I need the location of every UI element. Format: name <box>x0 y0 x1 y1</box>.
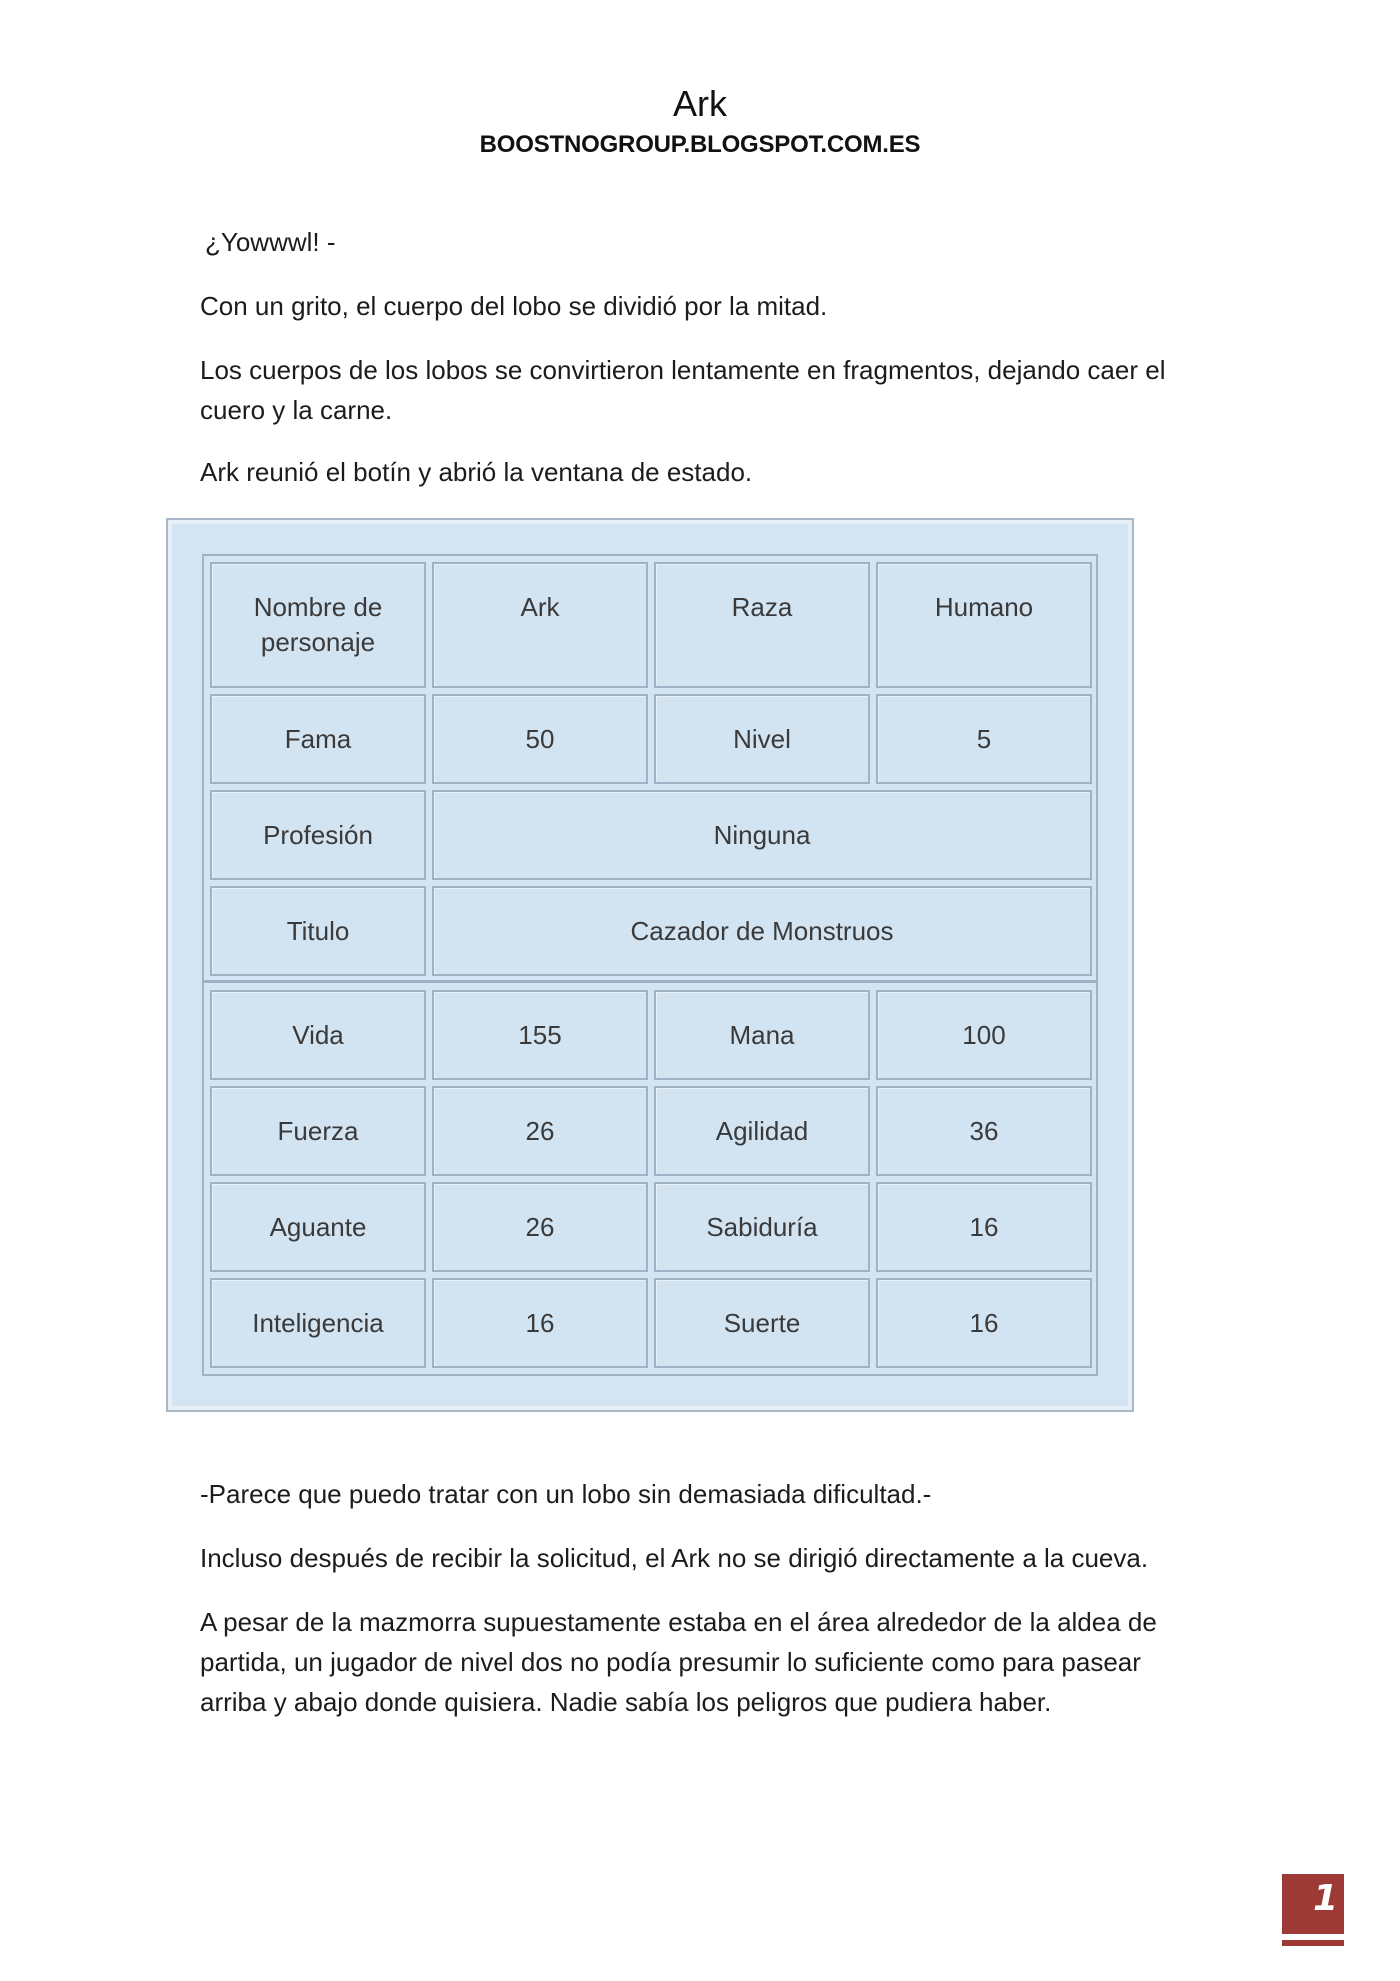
paragraph: Los cuerpos de los lobos se convirtieron lentamente en fragmentos, dejando caer el cuero y la carne. <box>200 355 1166 425</box>
paragraph: Con un grito, el cuerpo del lobo se dividió por la mitad. <box>200 291 828 321</box>
paragraph: -Parece que puedo tratar con un lobo sin demasiada dificultad.- <box>200 1479 932 1509</box>
value-character-name: Ark <box>432 562 648 688</box>
label-race: Raza <box>654 562 870 688</box>
label-luck: Suerte <box>654 1278 870 1368</box>
label-mana: Mana <box>654 990 870 1080</box>
paragraph: ¿Yowwwl! - <box>205 227 336 257</box>
value-level: 5 <box>876 694 1092 784</box>
label-health: Vida <box>210 990 426 1080</box>
value-wisdom: 16 <box>876 1182 1092 1272</box>
value-luck: 16 <box>876 1278 1092 1368</box>
label-level: Nivel <box>654 694 870 784</box>
section-divider <box>204 980 1096 983</box>
paragraph: Incluso después de recibir la solicitud, el Ark no se dirigió directamente a la cueva. <box>200 1543 1149 1573</box>
label-character-name: Nombre de personaje <box>210 562 426 688</box>
value-race: Humano <box>876 562 1092 688</box>
value-health: 155 <box>432 990 648 1080</box>
value-endurance: 26 <box>432 1182 648 1272</box>
label-fame: Fama <box>210 694 426 784</box>
value-title: Cazador de Monstruos <box>432 886 1092 976</box>
site-url: BOOSTNOGROUP.BLOGSPOT.COM.ES <box>479 131 921 158</box>
status-window <box>166 518 1134 1412</box>
label-strength: Fuerza <box>210 1086 426 1176</box>
paragraph: Ark reunió el botín y abrió la ventana de estado. <box>200 457 753 487</box>
status-table <box>202 554 1098 1376</box>
page-number-underline <box>1282 1940 1344 1946</box>
label-endurance: Aguante <box>210 1182 426 1272</box>
label-profession: Profesión <box>210 790 426 880</box>
value-profession: Ninguna <box>432 790 1092 880</box>
label-intelligence: Inteligencia <box>210 1278 426 1368</box>
value-fame: 50 <box>432 694 648 784</box>
label-title: Titulo <box>210 886 426 976</box>
paragraph: A pesar de la mazmorra supuestamente estaba en el área alrededor de la aldea de partida, un jugador de nivel dos no podía presumir lo suficiente como para pasear arriba y abajo donde quisiera. Nadie sabía los peligros que pudiera haber. <box>200 1607 1157 1717</box>
label-agility: Agilidad <box>654 1086 870 1176</box>
document-title: Ark <box>673 83 727 124</box>
value-intelligence: 16 <box>432 1278 648 1368</box>
value-agility: 36 <box>876 1086 1092 1176</box>
label-wisdom: Sabiduría <box>654 1182 870 1272</box>
value-strength: 26 <box>432 1086 648 1176</box>
value-mana: 100 <box>876 990 1092 1080</box>
page-number-badge: 1 <box>1282 1874 1344 1934</box>
